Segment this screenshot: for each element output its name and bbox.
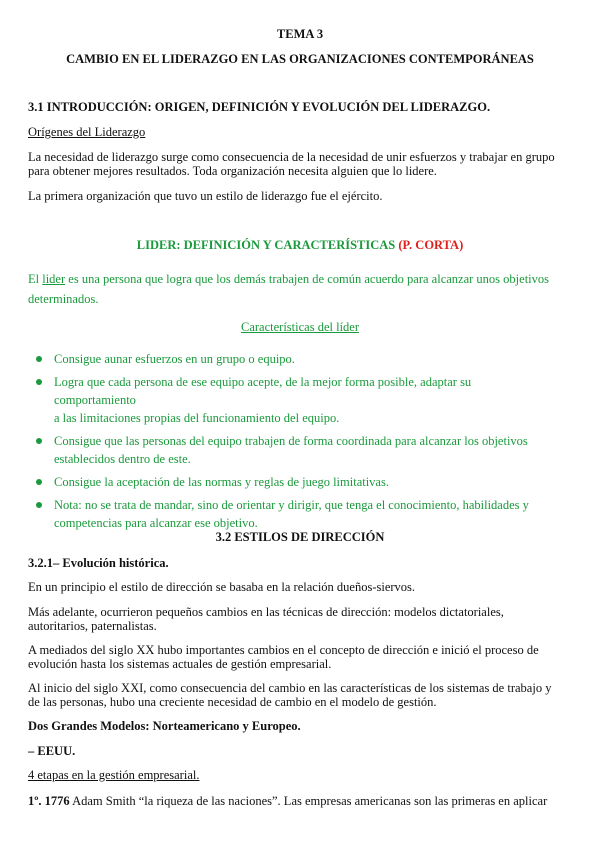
stage-1-line bbox=[28, 794, 547, 809]
section-3-1-heading: 3.1 INTRODUCCIÓN: ORIGEN, DEFINICIÓN Y EVOLUCIÓN DEL LIDERAZGO. bbox=[28, 100, 491, 114]
bullet-icon bbox=[36, 502, 42, 508]
list-item-line-1: Nota: no se trata de mandar, sino de orientar y dirigir, que tenga el conocimiento, habilidades y bbox=[54, 498, 529, 512]
history-paragraph-1: En un principio el estilo de dirección se basaba en la relación dueños-siervos. bbox=[28, 580, 416, 594]
eeuu-heading: – EEUU. bbox=[28, 744, 76, 758]
characteristics-subheading: Características del líder bbox=[241, 320, 359, 334]
stages-subheading: 4 etapas en la gestión empresarial. bbox=[28, 768, 200, 782]
list-item-line-1: Consigue que las personas del equipo trabajen de forma coordinada para alcanzar los objetivos bbox=[54, 434, 528, 448]
models-heading: Dos Grandes Modelos: Norteamericano y Europeo. bbox=[28, 719, 301, 733]
history-paragraph-3-line-2: evolución hasta los sistemas actuales de gestión empresarial. bbox=[28, 657, 332, 671]
origins-paragraph-line-2: para obtener mejores resultados. Toda organización necesita alguien que lo lidere. bbox=[28, 164, 437, 178]
list-item-line-2: a las limitaciones propias del funcionamiento del equipo. bbox=[54, 411, 340, 425]
stage-1-text: Adam Smith “la riqueza de las naciones”. Las empresas americanas son las primeras en aplicar bbox=[69, 794, 548, 808]
history-paragraph-2-line-2: autoritarios, paternalistas. bbox=[28, 619, 157, 633]
leader-word: lider bbox=[42, 272, 66, 286]
list-item bbox=[36, 373, 556, 427]
section-3-2-heading: 3.2 ESTILOS DE DIRECCIÓN bbox=[215, 530, 385, 544]
list-item bbox=[36, 432, 556, 468]
doc-subtitle: CAMBIO EN EL LIDERAZGO EN LAS ORGANIZACIONES CONTEMPORÁNEAS bbox=[66, 52, 534, 66]
bullet-icon bbox=[36, 438, 42, 444]
characteristics-list bbox=[36, 350, 556, 537]
history-paragraph-2-line-1: Más adelante, ocurrieron pequeños cambios en las técnicas de dirección: modelos dictatoriales, bbox=[28, 605, 504, 619]
army-paragraph: La primera organización que tuvo un estilo de liderazgo fue el ejército. bbox=[28, 189, 383, 203]
doc-title: TEMA 3 bbox=[276, 27, 324, 41]
list-item-line-2: competencias para alcanzar ese objetivo. bbox=[54, 516, 258, 530]
bullet-icon bbox=[36, 356, 42, 362]
leader-heading bbox=[0, 238, 600, 253]
origins-subheading: Orígenes del Liderazgo bbox=[28, 125, 146, 139]
history-paragraph-4-line-2: de las personas, hubo una creciente necesidad de cambio en el modelo de gestión. bbox=[28, 695, 437, 709]
list-item bbox=[36, 350, 556, 368]
definition-rest: es una persona que logra que los demás trabajen de común acuerdo para alcanzar unos objetivos bbox=[65, 272, 550, 286]
short-question-tag: (P. CORTA) bbox=[398, 238, 464, 252]
leader-definition-line-1 bbox=[28, 270, 549, 288]
list-item-line-1: Logra que cada persona de ese equipo acepte, de la mejor forma posible, adaptar su comportamiento bbox=[54, 375, 472, 407]
bullet-icon bbox=[36, 479, 42, 485]
list-item bbox=[36, 496, 556, 532]
list-item-line-1: Consigue la aceptación de las normas y reglas de juego limitativas. bbox=[54, 475, 389, 489]
bullet-icon bbox=[36, 379, 42, 385]
list-item bbox=[36, 473, 556, 491]
leader-heading-text: LIDER: DEFINICIÓN Y CARACTERÍSTICAS bbox=[136, 238, 396, 252]
list-item-line-1: Consigue aunar esfuerzos en un grupo o equipo. bbox=[54, 352, 295, 366]
definition-prefix: El bbox=[28, 272, 43, 286]
history-paragraph-4-line-1: Al inicio del siglo XXI, como consecuencia del cambio en las características de los sistemas de trabajo y bbox=[28, 681, 552, 695]
origins-paragraph-line-1: La necesidad de liderazgo surge como consecuencia de la necesidad de unir esfuerzos y trabajar en grupo bbox=[28, 150, 555, 164]
stage-1-year: 1º. 1776 bbox=[28, 794, 70, 808]
list-item-line-2: establecidos dentro de este. bbox=[54, 452, 191, 466]
history-paragraph-3-line-1: A mediados del siglo XX hubo importantes cambios en el concepto de dirección e inició el proceso de bbox=[28, 643, 539, 657]
leader-definition-line-2: determinados. bbox=[28, 292, 99, 306]
section-3-2-1-heading: 3.2.1– Evolución histórica. bbox=[28, 556, 169, 570]
